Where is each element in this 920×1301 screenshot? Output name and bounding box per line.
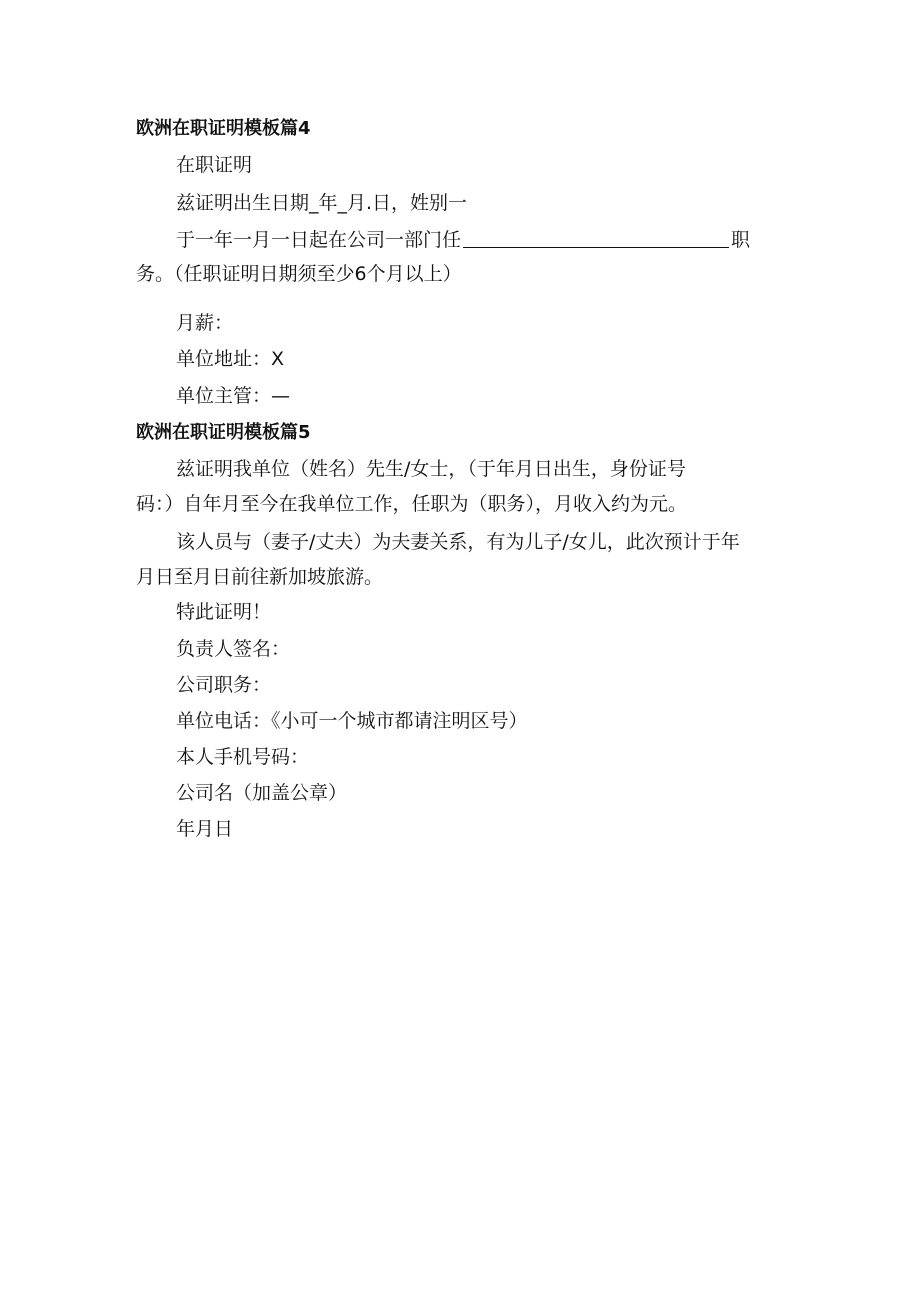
certificate-title: 在职证明 [176,154,253,176]
duration-note: 务。（任职证明日期须至少6个月以上） [136,263,462,285]
birth-date-line: 兹证明出生日期_年_月.日，姓别一 [176,192,468,214]
fill-in-blank [463,229,729,248]
mobile-line: 本人手机号码： [176,746,310,768]
section5-heading: 欧洲在职证明模板篇5 [136,422,311,443]
travel-info-line2: 月日至月日前往新加坡旅游。 [136,566,384,588]
employee-info-line1: 兹证明我单位（姓名）先生/女士，（于年月日出生，身份证号 [176,458,686,480]
certify-line: 特此证明！ [176,601,272,623]
signature-line: 负责人签名： [176,638,291,660]
position-line [176,228,816,252]
address-line: 单位地址：X [176,348,285,370]
salary-line: 月薪： [176,312,234,334]
position-line-text: 于一年一月一日起在公司一部门任 [176,229,462,251]
date-line: 年月日 [176,818,234,840]
section4-heading: 欧洲在职证明模板篇4 [136,118,311,139]
company-phone-line: 单位电话：《小可一个城市都请注明区号） [176,710,528,732]
employee-info-line2: 码：）自年月至今在我单位工作，任职为（职务），月收入约为元。 [136,493,688,515]
company-name-line: 公司名（加盖公章） [176,782,348,804]
supervisor-line: 单位主管：— [176,385,291,407]
company-position-line: 公司职务： [176,674,272,696]
position-line-suffix: 职 [731,229,751,251]
travel-info-line1: 该人员与（妻子/丈夫）为夫妻关系，有为儿子/女儿，此次预计于年 [176,531,740,553]
